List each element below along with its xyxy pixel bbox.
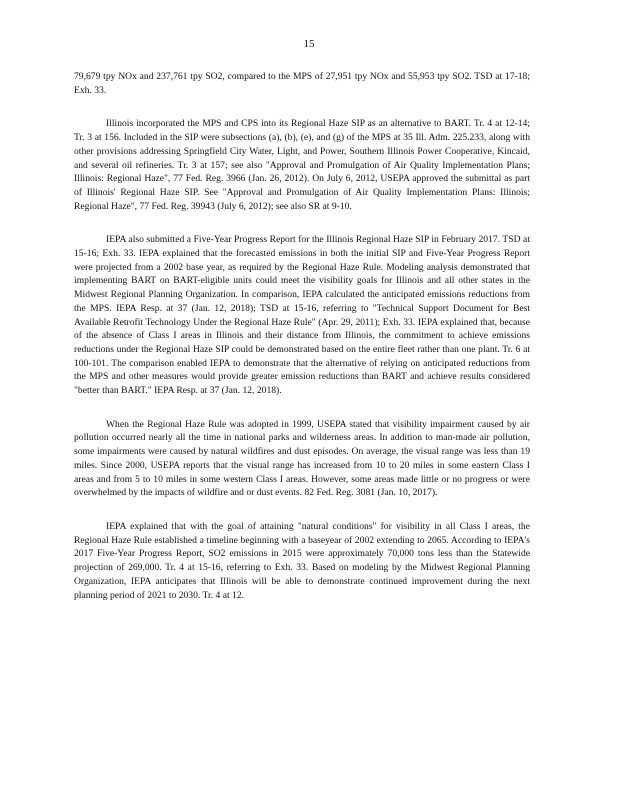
paragraph-3: IEPA also submitted a Five-Year Progress Report for the Illinois Regional Haze SIP in February 2017. TSD at 15-16; Exh. 33. IEPA explained that the forecasted emissions in both the initial SIP and Five-Year Progress Report were projected from a 2002 base year, as required by the Regional Haze Rule. Modeling analysis demonstrated that implementing BART on BART-eligible units could meet the visibility goals for Illinois and all other states in the Midwest Regional Planning Organization. In comparison, IEPA calculated the anticipated emissions reductions from the MPS. IEPA Resp. at 37 (Jan. 12, 2018); TSD at 15-16, referring to "Technical Support Document for Best Available Retrofit Technology Under the Regional Haze Rule" (Apr. 29, 2011); Exh. 33. IEPA explained that, because of the absence of Class I areas in Illinois and their distance from Illinois, the commitment to achieve emissions reductions under the Regional Haze SIP could be demonstrated based on the entire fleet rather than one plant. Tr. 6 at 100-101. The comparison enabled IEPA to demonstrate that the alternative of relying on anticipated reductions from the MPS and other measures would provide greater emission reductions than BART and achieve results considered "better than BART." IEPA Resp. at 37 (Jan. 12, 2018). — [74, 234, 530, 397]
paragraph-4: When the Regional Haze Rule was adopted in 1999, USEPA stated that visibility impairment caused by air pollution occurred nearly all the time in national parks and wilderness areas. In addition to man-made air pollution, some impairments were caused by natural wildfires and dust episodes. On average, the visual range was less than 19 miles. Since 2000, USEPA reports that the visual range has increased from 10 to 20 miles in some eastern Class I areas and from 5 to 10 miles in some western Class I areas. However, some areas made little or no progress or were overwhelmed by the impacts of wildfire and or dust events. 82 Fed. Reg. 3081 (Jan. 10, 2017). — [74, 418, 530, 499]
page-number: 15 — [303, 38, 315, 50]
paragraph-2: Illinois incorporated the MPS and CPS into its Regional Haze SIP as an alternative to BART. Tr. 4 at 12-14; Tr. 3 at 156. Included in the SIP were subsections (a), (b), (e), and (g) of the MPS at 35 Ill. Adm. 225.233, along with other provisions addressing Springfield City Water, Light, and Power, Southern Illinois Power Cooperative, Kincaid, and several oil refineries. Tr. 3 at 157; see also "Approval and Promulgation of Air Quality Implementation Plans; Illinois: Regional Haze", 77 Fed. Reg. 3966 (Jan. 26, 2012). On July 6, 2012, USEPA approved the submittal as part of Illinois' Regional Haze SIP. See "Approval and Promulgation of Air Quality Implementation Plans: Illinois; Regional Haze", 77 Fed. Reg. 39943 (July 6, 2012); see also SR at 9-10. — [74, 118, 530, 212]
document-body — [74, 70, 530, 622]
paragraph-1: 79,679 tpy NOx and 237,761 tpy SO2, compared to the MPS of 27,951 tpy NOx and 55,953 tpy SO2. TSD at 17-18; Exh. 33. — [74, 71, 530, 96]
paragraph-5: IEPA explained that with the goal of attaining "natural conditions" for visibility in all Class I areas, the Regional Haze Rule established a timeline beginning with a baseyear of 2002 extending to 2065. According to IEPA's 2017 Five-Year Progress Report, SO2 emissions in 2015 were approximately 70,000 tons less than the Statewide projection of 269,000. Tr. 4 at 15-16, referring to Exh. 33. Based on modeling by the Midwest Regional Planning Organization, IEPA anticipates that Illinois will be able to demonstrate continued improvement during the next planning period of 2021 to 2030. Tr. 4 at 12. — [74, 520, 530, 601]
